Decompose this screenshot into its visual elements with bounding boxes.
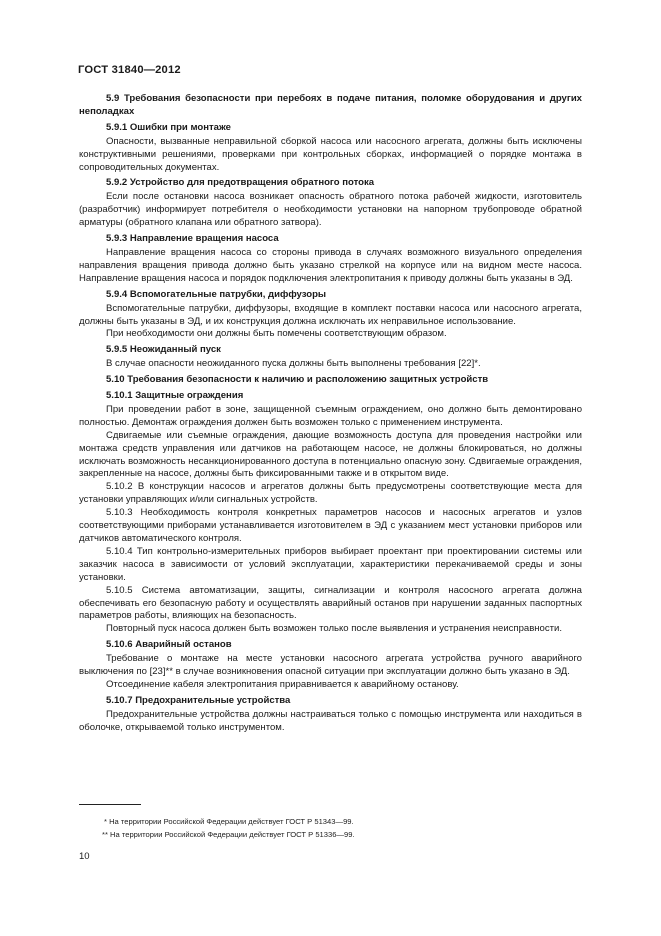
paragraph: Если после остановки насоса возникает опасность обратного потока рабочей жидкости, изготовитель (разработчик) информирует потребителя о необходимости установки на напорном трубопроводе обратной арматуры (обратного клапана или обратного затвора). <box>79 191 582 229</box>
document-body <box>79 93 582 735</box>
footnote-divider <box>79 804 141 805</box>
paragraph: В случае опасности неожиданного пуска должны быть выполнены требования [22]*. <box>106 358 481 370</box>
paragraph: Опасности, вызванные неправильной сборкой насоса или насосного агрегата, должны быть исключены конструктивными решениями, проверками при контрольных сборках, информацией о порядке монтажа в сопроводительных документах. <box>79 135 582 173</box>
paragraph: Отсоединение кабеля электропитания приравнивается к аварийному останову. <box>106 678 459 690</box>
paragraph-5-10-2: 5.10.2 В конструкции насосов и агрегатов должны быть предусмотрены соответствующие места для установки управляющих и/или сигнальных устройств. <box>79 481 582 506</box>
paragraph: Повторный пуск насоса должен быть возможен только после выявления и устранения неисправности. <box>106 623 562 635</box>
page-number: 10 <box>79 851 90 862</box>
paragraph-5-10-5: 5.10.5 Система автоматизации, защиты, сигнализации и контроля насосного агрегата должна обеспечивать его безопасную работу и осуществлять аварийный останов при нарушении заданных паспортных параметров работы, влияющих на безопасность. <box>79 584 582 622</box>
section-title-5-9-2: 5.9.2 Устройство для предотвращения обратного потока <box>106 177 375 189</box>
section-title-5-10-1: 5.10.1 Защитные ограждения <box>106 390 244 402</box>
paragraph-5-10-3: 5.10.3 Необходимость контроля конкретных параметров насосов и насосных агрегатов и узлов соответствующими приборами устанавливается изготовителем в ЭД с указанием мест установки приборов или датчиков автоматического контроля. <box>79 507 582 544</box>
section-title-5-10-6: 5.10.6 Аварийный останов <box>106 639 232 651</box>
section-title-5-9-4: 5.9.4 Вспомогательные патрубки, диффузоры <box>106 288 327 300</box>
section-title-5-10-7: 5.10.7 Предохранительные устройства <box>106 694 291 706</box>
section-title-5-9-1: 5.9.1 Ошибки при монтаже <box>106 121 231 133</box>
paragraph: При необходимости они должны быть помечены соответствующим образом. <box>106 328 447 340</box>
paragraph: Вспомогательные патрубки, диффузоры, входящие в комплект поставки насоса или насосного агрегата, должны быть указаны в ЭД, и их конструкция должна исключать их неправильное использование. <box>79 302 582 327</box>
paragraph-5-10-4: 5.10.4 Тип контрольно-измерительных приборов выбирает проектант при проектировании системы или заказчик насоса в зависимости от условий эксплуатации, характеристики перекачиваемой среды и зоны установки. <box>79 545 582 583</box>
section-title-5-9-5: 5.9.5 Неожиданный пуск <box>106 344 221 356</box>
paragraph: Требование о монтаже на месте установки насосного агрегата устройства ручного аварийного выключения по [23]** в случае возникновения опасной ситуации при эксплуатации должно быть указано в ЭД. <box>79 653 582 678</box>
paragraph: Предохранительные устройства должны настраиваться только с помощью инструмента или находиться в оболочке, открываемой только инструментом. <box>79 708 582 733</box>
document-header: ГОСТ 31840—2012 <box>78 64 181 76</box>
footnote-2: ** На территории Российской Федерации действует ГОСТ Р 51336—99. <box>102 830 355 839</box>
paragraph: Сдвигаемые или съемные ограждения, дающие возможность доступа для проведения настройки или монтажа средств управления или датчиков на работающем насосе, не должны блокироваться, но должны исключать возможность несанкционированного доступа в потенциально опасную зону. Сдвигаемые ограждения, закрепленные на насосе, должны быть фиксированными также и в открытом виде. <box>79 429 582 480</box>
paragraph: При проведении работ в зоне, защищенной съемным ограждением, оно должно быть демонтировано полностью. Демонтаж ограждения должен быть возможен только с применением инструмента. <box>79 403 582 428</box>
footnote-1: * На территории Российской Федерации действует ГОСТ Р 51343—99. <box>104 817 354 826</box>
paragraph: Направление вращения насоса со стороны привода в случаях возможного визуального определения направления вращения привода должно быть указано стрелкой на корпусе или на видном месте насоса. Направление вращения насоса и порядок подключения электропитания к приводу должны быть указаны в ЭД. <box>79 246 582 284</box>
section-title-5-10: 5.10 Требования безопасности к наличию и расположению защитных устройств <box>106 374 489 386</box>
section-title-5-9: 5.9 Требования безопасности при перебоях в подаче питания, поломке оборудования и других неполадках <box>79 93 582 117</box>
section-title-5-9-3: 5.9.3 Направление вращения насоса <box>106 233 279 245</box>
